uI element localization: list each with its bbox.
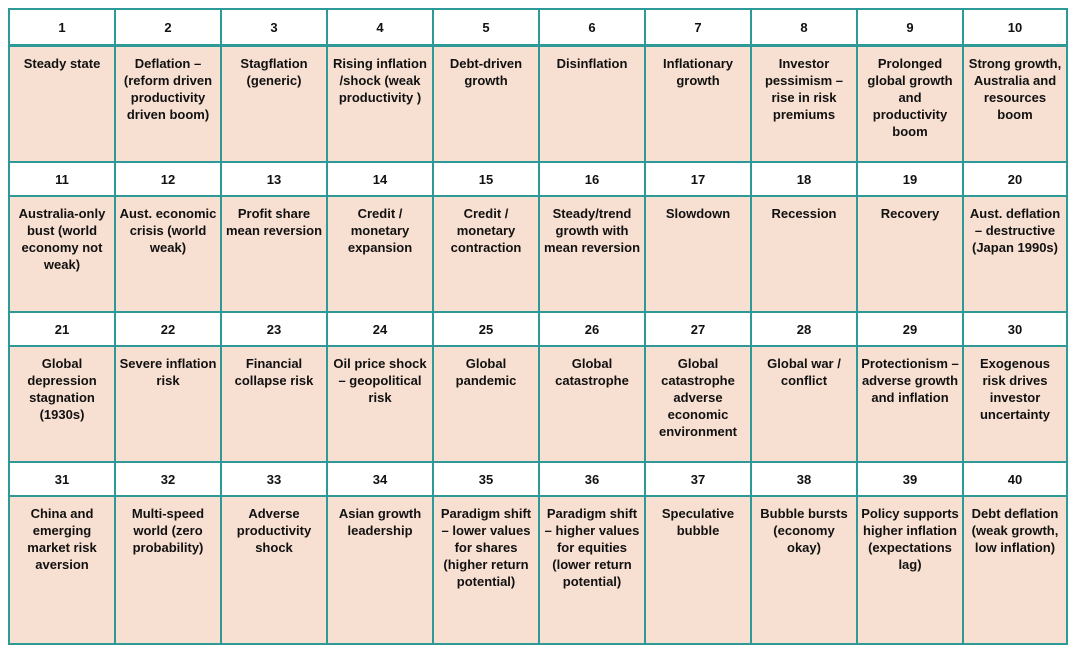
scenario-label: Protectionism – adverse growth and inflation [857, 346, 963, 462]
scenario-number: 30 [963, 312, 1067, 346]
scenario-label: Asian growth leadership [327, 496, 433, 644]
scenario-label: Strong growth, Australia and resources boom [963, 46, 1067, 163]
scenario-label: Steady/trend growth with mean reversion [539, 196, 645, 312]
scenario-number: 33 [221, 462, 327, 496]
scenario-label: Aust. deflation – destructive (Japan 1990s) [963, 196, 1067, 312]
scenario-label: Rising inflation /shock (weak productivity ) [327, 46, 433, 163]
scenario-label: Global depression stagnation (1930s) [9, 346, 115, 462]
scenario-number: 19 [857, 162, 963, 196]
scenario-label: Australia-only bust (world economy not weak) [9, 196, 115, 312]
label-row [9, 496, 1067, 644]
scenario-label: Debt deflation (weak growth, low inflation) [963, 496, 1067, 644]
scenario-number: 15 [433, 162, 539, 196]
scenario-number: 26 [539, 312, 645, 346]
scenario-number: 38 [751, 462, 857, 496]
number-row [9, 162, 1067, 196]
scenario-number: 5 [433, 9, 539, 46]
scenario-number: 16 [539, 162, 645, 196]
scenario-label: Recovery [857, 196, 963, 312]
scenario-number: 25 [433, 312, 539, 346]
scenario-label: China and emerging market risk aversion [9, 496, 115, 644]
scenario-label: Global war / conflict [751, 346, 857, 462]
scenario-label: Prolonged global growth and productivity boom [857, 46, 963, 163]
scenario-number: 22 [115, 312, 221, 346]
scenario-number: 34 [327, 462, 433, 496]
scenario-number: 10 [963, 9, 1067, 46]
scenario-number: 28 [751, 312, 857, 346]
scenario-number: 1 [9, 9, 115, 46]
scenario-number: 7 [645, 9, 751, 46]
scenario-label: Financial collapse risk [221, 346, 327, 462]
scenario-label: Oil price shock – geopolitical risk [327, 346, 433, 462]
label-row [9, 346, 1067, 462]
scenario-label: Slowdown [645, 196, 751, 312]
scenario-number: 23 [221, 312, 327, 346]
scenario-number: 21 [9, 312, 115, 346]
scenario-number: 6 [539, 9, 645, 46]
scenario-label: Inflationary growth [645, 46, 751, 163]
scenario-number: 31 [9, 462, 115, 496]
scenario-label: Recession [751, 196, 857, 312]
number-row [9, 462, 1067, 496]
scenario-label: Profit share mean reversion [221, 196, 327, 312]
scenario-grid [8, 8, 1068, 645]
scenario-label: Bubble bursts (economy okay) [751, 496, 857, 644]
label-row [9, 46, 1067, 163]
scenario-number: 40 [963, 462, 1067, 496]
scenario-number: 8 [751, 9, 857, 46]
scenario-number: 20 [963, 162, 1067, 196]
scenario-label: Paradigm shift – higher values for equities (lower return potential) [539, 496, 645, 644]
scenario-label: Adverse productivity shock [221, 496, 327, 644]
scenario-number: 37 [645, 462, 751, 496]
scenario-number: 4 [327, 9, 433, 46]
scenario-label: Multi-speed world (zero probability) [115, 496, 221, 644]
scenario-label: Aust. economic crisis (world weak) [115, 196, 221, 312]
scenario-number: 35 [433, 462, 539, 496]
scenario-number: 13 [221, 162, 327, 196]
scenario-label: Debt-driven growth [433, 46, 539, 163]
scenario-number: 36 [539, 462, 645, 496]
scenario-label: Global catastrophe adverse economic environment [645, 346, 751, 462]
scenario-label: Credit / monetary contraction [433, 196, 539, 312]
scenario-number: 3 [221, 9, 327, 46]
scenario-label: Disinflation [539, 46, 645, 163]
scenario-label: Speculative bubble [645, 496, 751, 644]
scenario-number: 39 [857, 462, 963, 496]
scenario-number: 12 [115, 162, 221, 196]
scenario-label: Deflation – (reform driven productivity driven boom) [115, 46, 221, 163]
scenario-label: Paradigm shift – lower values for shares (higher return potential) [433, 496, 539, 644]
scenario-label: Stagflation (generic) [221, 46, 327, 163]
scenario-number: 24 [327, 312, 433, 346]
scenario-number: 9 [857, 9, 963, 46]
scenario-label: Steady state [9, 46, 115, 163]
scenario-label: Global pandemic [433, 346, 539, 462]
label-row [9, 196, 1067, 312]
scenario-label: Exogenous risk drives investor uncertainty [963, 346, 1067, 462]
scenario-number: 27 [645, 312, 751, 346]
scenario-label: Policy supports higher inflation (expectations lag) [857, 496, 963, 644]
scenario-number: 17 [645, 162, 751, 196]
scenario-label: Global catastrophe [539, 346, 645, 462]
scenario-label: Severe inflation risk [115, 346, 221, 462]
scenario-label: Investor pessimism –rise in risk premiums [751, 46, 857, 163]
scenario-number: 2 [115, 9, 221, 46]
scenario-number: 18 [751, 162, 857, 196]
number-row [9, 312, 1067, 346]
scenario-number: 14 [327, 162, 433, 196]
number-row [9, 9, 1067, 46]
scenario-number: 29 [857, 312, 963, 346]
scenario-label: Credit / monetary expansion [327, 196, 433, 312]
scenario-number: 11 [9, 162, 115, 196]
scenario-number: 32 [115, 462, 221, 496]
